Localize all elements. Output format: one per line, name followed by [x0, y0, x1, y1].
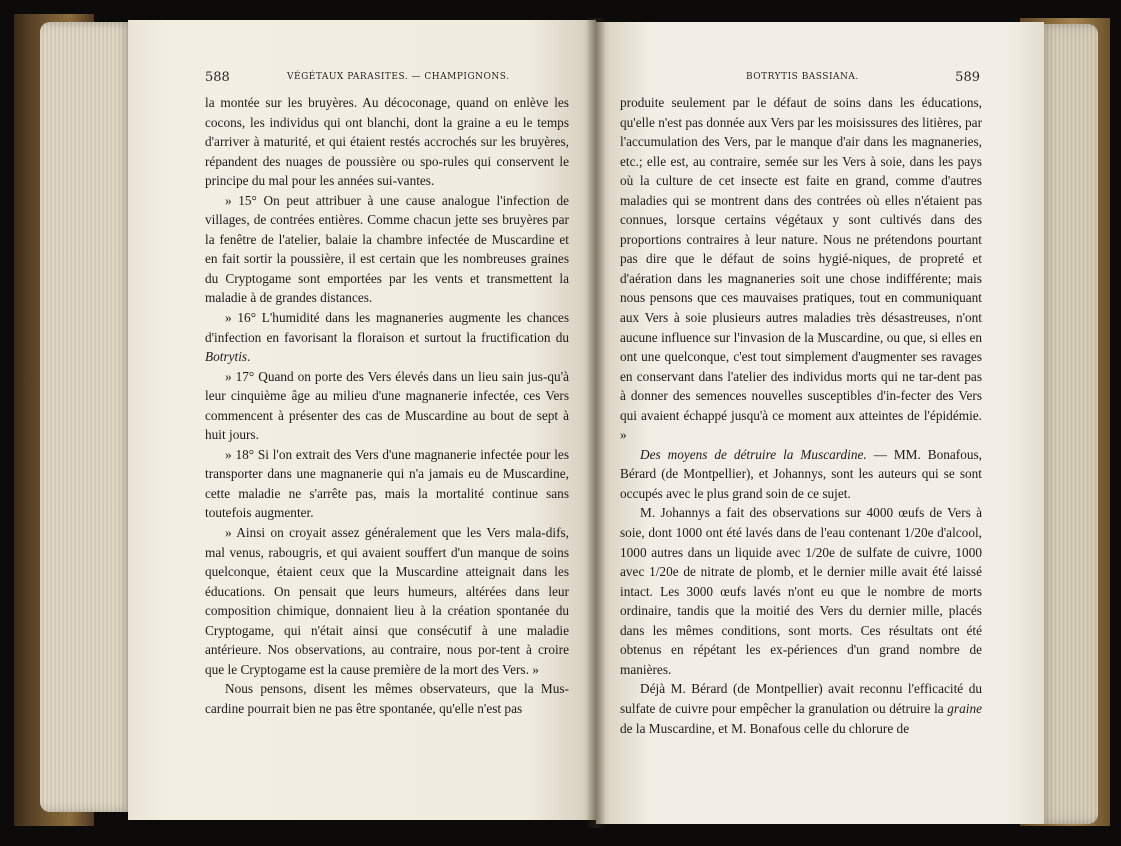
paragraph: » 17° Quand on porte des Vers élevés dans un lieu sain jus-qu'à leur cinquième âge au milieu d'une magnanerie infectée, ces Vers commencent à présenter des cas de Muscardine au bout de sept à huit jours.	[205, 368, 569, 443]
paragraph-text: » 16° L'humidité dans les magnaneries augmente les chances d'infection en favorisant la floraison et surtout la fructification du	[205, 310, 569, 345]
paragraph: Nous pensons, disent les mêmes observateurs, que la Mus-cardine pourrait bien ne pas être spontanée, qu'elle n'est pas	[205, 681, 569, 716]
paragraph: » 18° Si l'on extrait des Vers d'une magnanerie infectée pour les transporter dans une magnanerie qui n'a jamais eu de Muscardine, cette maladie ne s'arrête pas, mais la mortalité continue sans toutefois augmenter.	[205, 446, 569, 521]
paragraph: » Ainsi on croyait assez généralement que les Vers mala-difs, mal venus, rabougris, et qui avaient souffert d'un manque de soins quelconque, étaient ceux que la Muscardine atteignait dans les éducations. On pensait que leurs humeurs, altérées dans leur composition chimique, donnaient lieu à la création spontanée du Cryptogame, qui n'était ainsi que consécutif à une maladie antérieure. Nos observations, au contraire, nous por-tent à croire que le Cryptogame est la cause première de la mort des Vers. »	[205, 525, 569, 677]
paragraph	[620, 445, 982, 504]
paragraph: M. Johannys a fait des observations sur 4000 œufs de Vers à soie, dont 1000 ont été lavés dans de l'eau contenant 1/20e d'alcool, 1000 autres dans un liquide avec 1/20e de sulfate de cuivre, 1000 avec 1/20e de nitrate de plomb, et le dernier mille avait été laissé intact. Les 3000 œufs lavés n'ont eu que le nombre de morts ordinaire, tandis que la moitié des Vers du dernier mille, placés dans les mêmes conditions, sont morts. Ces résultats ont été obtenus en répétant les ex-périences d'un grand nombre de manières.	[620, 505, 982, 677]
book-gutter	[586, 18, 606, 828]
left-page-edges	[40, 22, 132, 812]
right-page-edges	[1040, 24, 1098, 824]
italic-heading: Des moyens de détruire la Muscardine.	[640, 446, 867, 462]
paragraph-text: de la Muscardine, et M. Bonafous celle du chlorure de	[620, 720, 910, 736]
left-running-head	[205, 70, 575, 84]
paragraph-text: .	[247, 349, 251, 365]
paragraph: » 15° On peut attribuer à une cause analogue l'infection de villages, de contrées entières. Comme chacun jette ses bruyères par la fenêtre de l'atelier, balaie la chambre infectée de Muscardine et en fait sortir la poussière, il est certain que les nombreuses graines du Cryptogame sont emportées par les vents et transmettent la maladie à de grandes distances.	[205, 192, 569, 306]
paragraph	[620, 679, 982, 738]
paragraph: produite seulement par le défaut de soins dans les éducations, qu'elle n'est pas donnée aux Vers par les moisissures des litières, par l'accumulation des Vers, par le manque d'air dans les magnaneries, etc.; elle est, au contraire, semée sur les Vers à soie, dans les pays où la culture de cet insecte est faite en grand, comme d'autres maladies qui se montrent dans des contrées où elles n'étaient pas connues, lorsque certains végétaux y sont cultivés dans des proportions contraires à leur nature. Nous ne prétendons pourtant pas dire que le défaut de soins hygié-niques, de propreté et d'aération dans les magnaneries soit une chose indifférente; mais nous pensons que ces mauvaises pratiques, tout en communiquant aux Vers à soie plusieurs autres maladies très désastreuses, n'ont aucune influence sur l'invasion de la Muscardine, ou que, si elles en ont une quelconque, c'est tout simplement d'augmenter ses ravages en conservant dans l'atelier des individus morts qui ne tar-dent pas à donner des semences nouvelles susceptibles d'in-fecter des Vers qui avaient échappé jusqu'à ce moment aux atteintes de l'épidémie. »	[620, 95, 982, 443]
left-head-title: VÉGÉTAUX PARASITES. — CHAMPIGNONS.	[287, 72, 510, 82]
left-page-number: 588	[205, 70, 230, 85]
paragraph: la montée sur les bruyères. Au décoconage, quand on enlève les cocons, les individus qui ont blanchi, dont la graine a eu le temps d'arriver à maturité, et qui étaient restés accrochés sur les bruyères, répandent des nuages de poussière ou spo-rules qui conservent le principe du mal pour les années sui-vantes.	[205, 95, 569, 189]
right-page-number: 589	[955, 70, 980, 85]
paragraph	[205, 308, 569, 367]
paragraph-text: — MM. Bonafous, Bérard (de Montpellier), et Johannys, sont les auteurs qui se sont occupés avec le plus grand soin de ce sujet.	[620, 446, 982, 501]
right-head-title: BOTRYTIS BASSIANA.	[746, 72, 859, 82]
italic-term: graine	[947, 700, 982, 716]
right-running-head	[618, 70, 980, 84]
italic-term: Botrytis	[205, 349, 248, 365]
right-text-column	[620, 93, 982, 738]
left-text-column	[205, 93, 569, 719]
paragraph-text: Déjà M. Bérard (de Montpellier) avait reconnu l'efficacité du sulfate de cuivre pour empêcher la granulation ou détruire la	[620, 681, 982, 716]
